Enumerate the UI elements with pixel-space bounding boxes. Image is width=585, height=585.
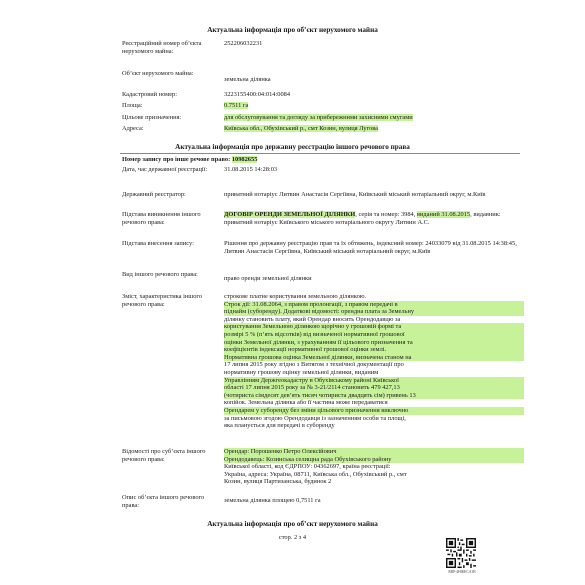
object-type-value: земельна ділянка — [224, 76, 271, 83]
entry-basis-label: Підстава внесення запису: — [122, 240, 194, 247]
content-line: 17 липня 2015 року згідно з Витягом з технічної документації про — [224, 361, 404, 369]
section-title-object-next: Актуальна інформація про об’єкт нерухомого майна — [207, 520, 378, 528]
subjects-row — [122, 448, 512, 492]
address-value — [224, 125, 524, 133]
subjects-line: Україна, адреса: Україна, 08711, Київська обл., Обухівський р., смт — [224, 470, 407, 478]
purpose-value — [224, 114, 524, 122]
cadastral-value: 3223155400:04:014:0084 — [224, 91, 291, 98]
registrar-value: приватний нотаріус Литвин Анастасія Сергіївна, Київський міський нотаріальний округ, м.Київ — [224, 191, 486, 198]
content-label: Зміст, характеристика іншого речового права: — [122, 293, 203, 308]
purpose-value-text: для обслуговування та догляду за прибережними захисними смугами — [224, 114, 413, 121]
basis-contract: ДОГОВІР ОРЕНДИ ЗЕМЕЛЬНОЇ ДІЛЯНКИ — [224, 211, 356, 218]
subjects-line: Київської області, код ЄДРПОУ: 04362697, країна реєстрації: — [224, 463, 391, 471]
basis-series: , серія та номер: 3984, — [355, 211, 416, 218]
content-line: Нормативна грошова оцінка Земельної ділянки, визначена станом на — [224, 354, 524, 362]
registrar-row — [122, 191, 512, 207]
content-line: копійок. Земельна ділянка або її частина може передаватися — [224, 399, 388, 407]
subjects-value — [224, 448, 524, 486]
content-value — [224, 293, 524, 430]
record-number-value: 10982655 — [231, 156, 258, 163]
content-line: ділянку становить плату, який Орендар вносить Орендодавцю за — [224, 315, 401, 323]
content-line: Строк дії: 31.08.2064, з правом пролонгації, з правом передачі в — [224, 301, 524, 309]
qr-code-icon — [446, 538, 476, 568]
cadastral-label: Кадастровий номер: — [122, 91, 178, 98]
content-line: (чотириста сімдесят дев’ять тисяч чотириста двадцять сім) гривень 13 — [224, 392, 524, 400]
content-line: оцінки Земельної ділянки, з урахуванням її цільового призначення та — [224, 339, 524, 347]
divider — [120, 153, 520, 154]
address-label: Адреса: — [122, 125, 144, 132]
reg-date-value: 31.08.2015 14:28:03 — [224, 166, 278, 173]
area-value-text: 0.7511 га — [224, 102, 249, 109]
page-number: стор. 2 з 4 — [278, 534, 307, 541]
subjects-line: Орендар: Порошенко Петро Олексійович — [224, 448, 524, 456]
content-line: Управлінням Держгеокадастру в Обухівському районі Київської — [224, 377, 524, 385]
object-desc-label: Опис об’єкта іншого речового права: — [122, 494, 205, 509]
content-line: коефіцієнтів індексації нормативної грошової оцінки землі. — [224, 346, 524, 354]
right-type-value: право оренди земельної ділянки — [224, 275, 312, 282]
content-line: розмірі 5 % (п’ять відсотків) від визначеної нормативної грошової — [224, 331, 524, 339]
reg-date-row — [122, 166, 512, 182]
purpose-label: Цільове призначення: — [122, 114, 182, 121]
area-value — [224, 102, 524, 110]
content-line: області 17 липня 2015 року за № 3-21/2114 становить 479 427,13 — [224, 384, 524, 392]
right-type-label: Вид іншого речового права: — [122, 271, 198, 278]
content-line: яка планується для передачі в суборенду — [224, 422, 335, 430]
content-line: користування Земельною ділянкою щорічно у грошовій формі та — [224, 323, 524, 331]
area-label: Площа: — [122, 102, 143, 109]
content-line: Орендарем у суборенду без зміни цільового призначення виключно — [224, 407, 524, 415]
basis-row — [122, 211, 512, 235]
address-value-text: Київська обл., Обухівський р., смт Козин, вулиця Лугова — [224, 125, 378, 132]
object-type-label: Об’єкт нерухомого майна: — [122, 70, 194, 77]
subjects-line: Орендодавець: Козинська селищна рада Обухівського району — [224, 456, 524, 464]
record-number-row — [122, 156, 512, 164]
basis-issued: виданий 31.08.2015 — [416, 211, 471, 218]
record-number-label: Номер запису про інше речове право: — [122, 156, 231, 163]
basis-issuer: , видавник: приватний нотаріус Київського міського нотаріального округу Литвин А.С. — [224, 211, 501, 226]
subjects-label: Відомості про суб’єкта іншого речового права: — [122, 448, 206, 463]
basis-value — [224, 211, 524, 226]
object-desc-value: земельна ділянка площею 0,7511 га — [224, 497, 321, 504]
object-reg-number-row — [122, 40, 512, 62]
section-title-object: Актуальна інформація про об’єкт нерухомого майна — [207, 26, 378, 34]
content-row — [122, 293, 512, 443]
content-line: за письмовою згодою Орендодавця із зазначенням особи та площі, — [224, 414, 406, 422]
content-line: нормативну грошову оцінку земельної ділянки, виданим — [224, 368, 379, 376]
reg-date-label: Дата, час державної реєстрації: — [122, 166, 208, 173]
entry-basis-value: Рішення про державну реєстрацію прав та їх обтяжень, індексний номер: 24033079 від 31.08.2015 14:38:45, Литвин Анастасія Сергіївна, Київський міський нотаріальний округ, м.Київ — [224, 240, 517, 255]
object-reg-number-label: Реєстраційний номер об’єкта нерухомого майна: — [122, 40, 202, 55]
object-type-row — [122, 70, 512, 86]
object-desc-row — [122, 494, 512, 510]
basis-label: Підстава виникнення іншого речового права: — [122, 211, 201, 226]
content-line: строкове платне користування земельною ділянкою. — [224, 293, 367, 300]
registrar-label: Державний реєстратор: — [122, 191, 186, 198]
qr-code-label: RRP-4H00ECA1B — [448, 570, 476, 574]
section-title-right: Актуальна інформація про державну реєстрацію іншого речового права — [175, 143, 410, 151]
subjects-line: Козин, вулиця Партизанська, будинок 2 — [224, 478, 332, 486]
object-reg-number-value: 252206032231 — [224, 40, 263, 47]
content-line: піднайм (суборенду). Додаткові відомості: орендна плата за Земельну — [224, 308, 524, 316]
right-type-row — [122, 271, 512, 287]
entry-basis-row — [122, 240, 517, 264]
